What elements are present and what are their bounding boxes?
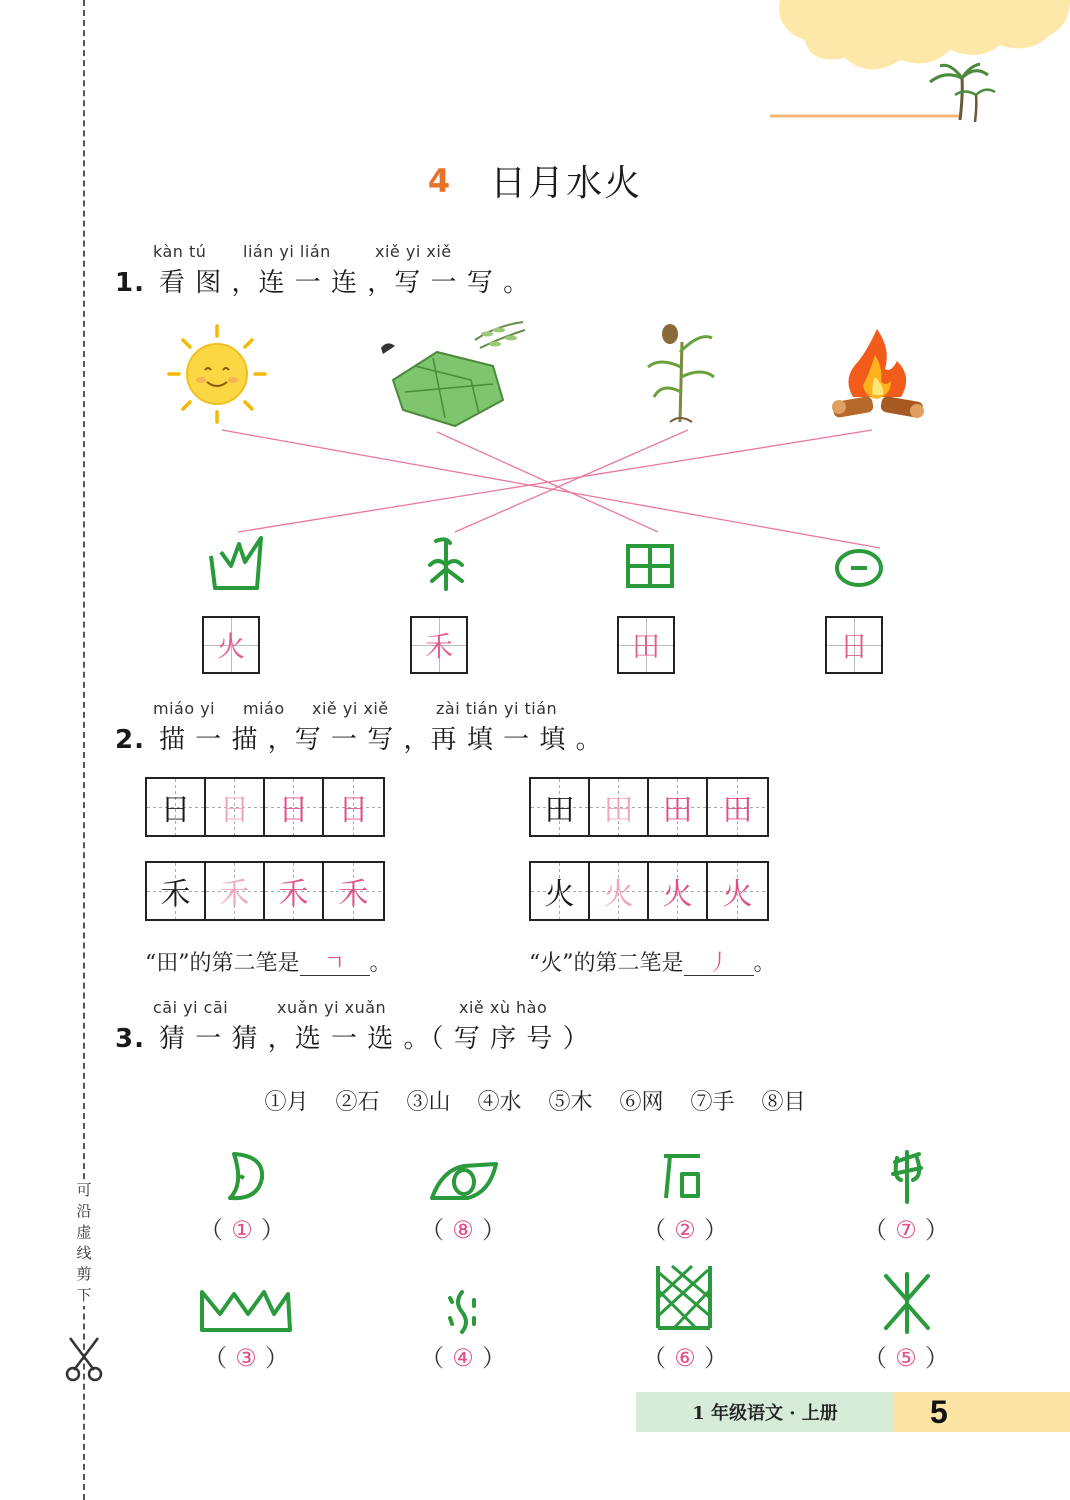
trace-cell[interactable]: 日	[206, 779, 265, 835]
trace-cell[interactable]: 田	[590, 779, 649, 835]
write-cell[interactable]: 田	[649, 779, 708, 835]
cut-note: 可沿虚线剪下	[70, 1180, 98, 1306]
fill-end: 。	[753, 951, 776, 976]
q3-pinyin-1: cāi yi cāi	[153, 998, 229, 1017]
trace-row-huo	[529, 861, 769, 921]
match-line-sun	[222, 430, 880, 548]
paren: （	[863, 1216, 887, 1244]
trace-cell[interactable]: 火	[590, 863, 649, 919]
write-cell[interactable]: 禾	[324, 863, 383, 919]
q2-pinyin-1: miáo yi	[153, 699, 216, 718]
answer-value[interactable]: ⑤	[895, 1344, 917, 1372]
q3-answer-3	[640, 1210, 730, 1245]
q2-pinyin-2: miáo	[243, 699, 285, 718]
q1-number: 1.	[115, 268, 145, 298]
q1-answer-box-4[interactable]: 日	[825, 616, 883, 674]
q2-text: 描 一 描 ，写 一 写 ，再 填 一 填 。	[158, 725, 603, 755]
option-item: ⑧目	[761, 1090, 806, 1115]
ancient-fire-glyph	[205, 532, 267, 594]
paren: （	[642, 1216, 666, 1244]
option-item: ⑥网	[619, 1090, 664, 1115]
option-item: ③山	[406, 1090, 451, 1115]
write-cell[interactable]: 禾	[265, 863, 324, 919]
q1-answer-box-1[interactable]: 火	[202, 616, 260, 674]
fill-prompt: “田”的第二笔是	[145, 951, 300, 976]
paren: ）	[265, 1344, 289, 1372]
paren: ）	[704, 1216, 728, 1244]
ancient-sun-glyph	[832, 546, 886, 590]
paren: ）	[925, 1344, 949, 1372]
paren: ）	[704, 1344, 728, 1372]
q1-pinyin-3: xiě yi xiě	[375, 242, 452, 261]
ancient-hand-glyph	[887, 1148, 927, 1204]
paren: （	[420, 1344, 444, 1372]
q1-answer-box-3[interactable]: 田	[617, 616, 675, 674]
q3-pinyin-2: xuǎn yi xuǎn	[277, 998, 387, 1017]
q3-answer-2	[418, 1210, 508, 1245]
q3-answer-6	[418, 1338, 508, 1373]
trace-row-ri	[145, 777, 385, 837]
q3-answer-8	[861, 1338, 951, 1373]
q1-pinyin-1: kàn tú	[153, 242, 207, 261]
q3-options	[0, 1085, 1070, 1116]
paren: ）	[482, 1344, 506, 1372]
fill-end: 。	[369, 951, 392, 976]
write-cell[interactable]: 火	[708, 863, 767, 919]
answer-value[interactable]: ④	[452, 1344, 474, 1372]
q1-pinyin-2: lián yi lián	[243, 242, 331, 261]
paren: ）	[482, 1216, 506, 1244]
lesson-title-text: 日月水火	[490, 163, 643, 204]
q1-answer-box-2[interactable]: 禾	[410, 616, 468, 674]
page-number: 5	[894, 1392, 1070, 1432]
option-item: ④水	[477, 1090, 522, 1115]
ancient-net-glyph	[652, 1262, 716, 1332]
paren: （	[863, 1344, 887, 1372]
q3-answer-1	[197, 1210, 287, 1245]
ancient-water-glyph	[444, 1288, 480, 1336]
paren: （	[420, 1216, 444, 1244]
ancient-stone-glyph	[660, 1150, 706, 1202]
q2-pinyin-4: zài tián yi tián	[436, 699, 558, 718]
answer-value[interactable]: ③	[235, 1344, 257, 1372]
q3-number: 3.	[115, 1024, 145, 1054]
paren: （	[199, 1216, 223, 1244]
paren: ）	[925, 1216, 949, 1244]
fill-blank[interactable]: ㄱ	[300, 953, 370, 976]
answer-value[interactable]: ⑥	[674, 1344, 696, 1372]
q2-number: 2.	[115, 725, 145, 755]
trace-model-cell: 禾	[147, 863, 206, 919]
write-cell[interactable]: 火	[649, 863, 708, 919]
q2-fill-huo	[529, 946, 776, 977]
q3-prompt	[115, 1018, 590, 1055]
answer-value[interactable]: ②	[674, 1216, 696, 1244]
fill-prompt: “火”的第二笔是	[529, 951, 684, 976]
ancient-field-glyph	[624, 542, 676, 590]
option-item: ⑦手	[690, 1090, 735, 1115]
q1-text: 看 图 ，连 一 连 ，写 一 写 。	[158, 268, 531, 298]
footer-grade-label: 1 年级语文 · 上册	[636, 1392, 894, 1432]
answer-value[interactable]: ⑦	[895, 1216, 917, 1244]
trace-row-tian	[529, 777, 769, 837]
option-item: ⑤木	[548, 1090, 593, 1115]
trace-model-cell: 田	[531, 779, 590, 835]
q2-fill-tian	[145, 946, 392, 977]
scissors-icon	[64, 1336, 104, 1382]
paren: （	[642, 1344, 666, 1372]
write-cell[interactable]: 日	[265, 779, 324, 835]
paren: （	[203, 1344, 227, 1372]
ancient-eye-glyph	[428, 1158, 500, 1204]
q2-prompt	[115, 719, 603, 756]
q3-answer-5	[201, 1338, 291, 1373]
matching-lines	[0, 0, 1070, 600]
fill-blank[interactable]: 丿	[684, 953, 754, 976]
answer-value[interactable]: ⑧	[452, 1216, 474, 1244]
ancient-grain-glyph	[422, 535, 470, 591]
answer-value[interactable]: ①	[231, 1216, 253, 1244]
match-line-plant	[455, 430, 688, 532]
ancient-tree-glyph	[880, 1270, 934, 1334]
q3-answer-7	[640, 1338, 730, 1373]
q2-pinyin-3: xiě yi xiě	[312, 699, 389, 718]
q3-answer-4	[861, 1210, 951, 1245]
trace-cell[interactable]: 禾	[206, 863, 265, 919]
match-line-fire	[238, 430, 872, 532]
q3-text: 猜 一 猜 ，选 一 选 。（ 写 序 号 ）	[158, 1024, 590, 1054]
trace-model-cell: 日	[147, 779, 206, 835]
lesson-number: 4	[427, 161, 451, 200]
option-item: ②石	[335, 1090, 380, 1115]
option-item: ①月	[264, 1090, 309, 1115]
trace-row-he	[145, 861, 385, 921]
write-cell[interactable]: 田	[708, 779, 767, 835]
trace-model-cell: 火	[531, 863, 590, 919]
ancient-mountain-glyph	[198, 1284, 294, 1334]
ancient-moon-glyph	[214, 1148, 268, 1204]
write-cell[interactable]: 日	[324, 779, 383, 835]
paren: ）	[261, 1216, 285, 1244]
q3-pinyin-3: xiě xù hào	[459, 998, 548, 1017]
